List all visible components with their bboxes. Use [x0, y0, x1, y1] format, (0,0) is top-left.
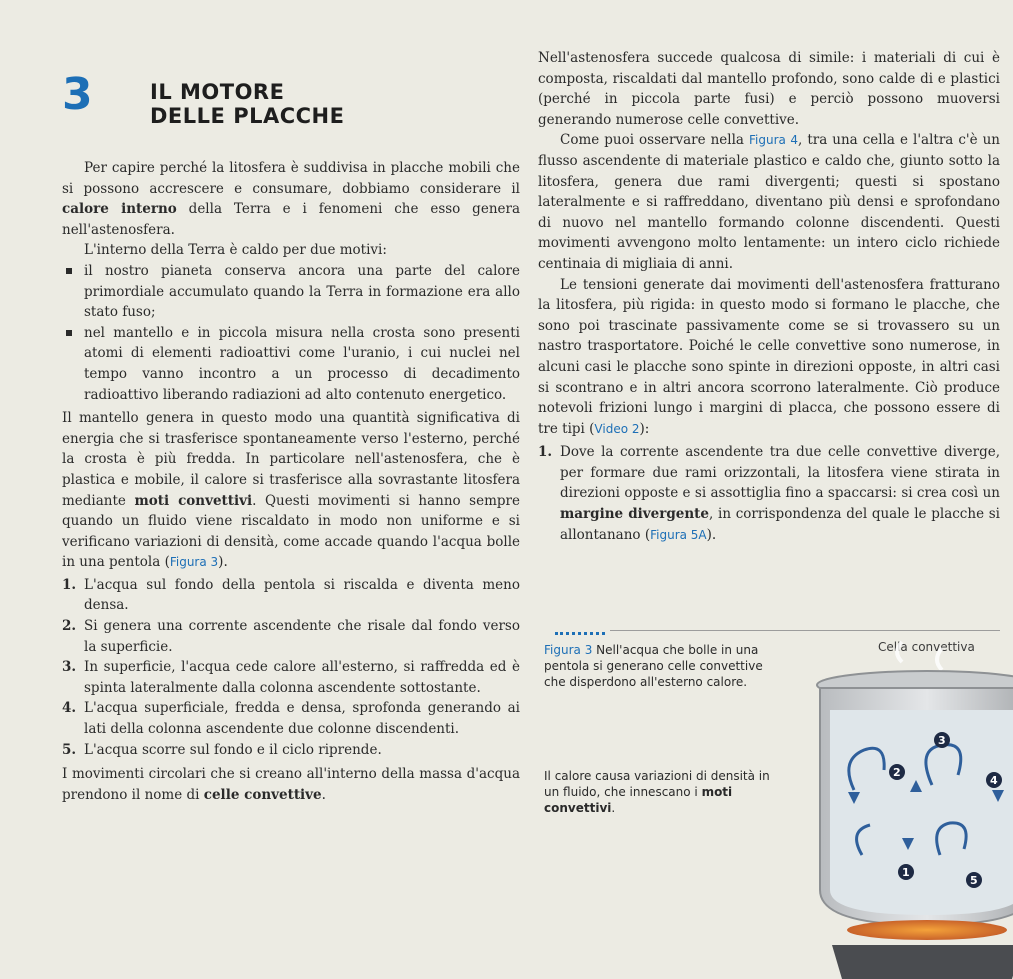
steam-wisp	[897, 642, 902, 662]
boiling-pot-illustration	[782, 640, 1013, 979]
figure-3-caption: Figura 3 Nell'acqua che bolle in una pentola si generano celle convettive che disperdono all'esterno calore.	[544, 643, 763, 689]
figure-divider-dots	[555, 628, 605, 635]
list-item: il nostro pianeta conserva ancora una parte del calore primordiale accumulato quando la Terra in formazione era allo stato fuso;	[62, 261, 520, 323]
margin-types-list	[538, 442, 1000, 545]
right-column	[538, 48, 1000, 545]
convective-cell-label: Cella convettiva	[878, 640, 975, 654]
step-marker-1: 1	[902, 866, 910, 879]
list-item: 3. In superficie, l'acqua cede calore all'esterno, si raffredda ed è spinta lateralmente dalla colonna ascendente sottostante.	[62, 659, 520, 696]
figure-divider-line	[610, 630, 1000, 631]
term-calore-interno: calore interno	[62, 201, 177, 218]
list-item: 4. L'acqua superficiale, fredda e densa, sprofonda generando ai lati della colonna ascendente due colonne discendenti.	[62, 700, 520, 738]
mantle-paragraph: Il mantello genera in questo modo una quantità significativa di energia che si trasferisce spontaneamente verso l'esterno, perché la crosta è più fredda. In particolare nell'astenosfera, che è plastica e mobile, il calore si trasferisce alla sovrastante litosfera mediante moti convettivi. Questi movimenti si hanno sempre quando un fluido viene riscaldato in modo non uniforme e si verificano variazioni di densità, come accade quando l'acqua bolle in una pentola (Figura 3).	[62, 410, 520, 571]
section-title-line2: DELLE PLACCHE	[150, 104, 345, 128]
figure-3-label: Figura 3	[544, 643, 593, 657]
step-marker-5: 5	[970, 874, 978, 887]
convection-steps	[62, 575, 520, 760]
list-item: 2. Si genera una corrente ascendente che risale dal fondo verso la superficie.	[62, 618, 520, 655]
water-body	[830, 710, 1013, 915]
figure-4-paragraph: Come puoi osservare nella Figura 4, tra una cella e l'altra c'è un flusso ascendente di materiale plastico e caldo che, giunto sotto la litosfera, genera due rami divergenti; questi si spostano lateralmente e si raffreddano, diventano più densi e sprofondano di nuovo nel mantello formando colonne discendenti. Questi movimenti avvengono molto lentamente: un intero ciclo richiede centinaia di migliaia di anni.	[538, 132, 1000, 272]
reasons-list	[62, 261, 520, 405]
list-item: nel mantello e in piccola misura nella crosta sono presenti atomi di elementi radioattivi come l'uranio, i cui nuclei nel tempo vanno incontro a un processo di decadimento radioattivo liberando radiazioni ad alto contenuto energetico.	[62, 323, 520, 405]
reasons-intro: L'interno della Terra è caldo per due motivi:	[84, 242, 387, 259]
left-column	[62, 158, 520, 805]
figure-5a-reference[interactable]: Figura 5A	[650, 527, 707, 542]
list-item: 1. Dove la corrente ascendente tra due celle convettive diverge, per formare due rami orizzontali, la litosfera viene stirata in direzioni opposte e si assottiglia fino a spaccarsi: si crea così un margine divergente, in corrispondenza del quale le placche si allontanano (Figura 5A).	[538, 444, 1000, 543]
section-title	[150, 80, 344, 128]
asthenosphere-paragraph: Nell'astenosfera succede qualcosa di simile: i materiali di cui è composta, riscaldati dal mantello profondo, sono calde di e plastici (perché in piccola parte fusi) e perciò possono muoversi generando numerose celle convettive.	[538, 50, 1000, 128]
list-item: 1. L'acqua sul fondo della pentola si riscalda e diventa meno densa.	[62, 576, 520, 614]
burner-flame	[847, 920, 1007, 940]
list-item: 5. L'acqua scorre sul fondo e il ciclo riprende.	[62, 741, 382, 758]
intro-paragraph: Per capire perché la litosfera è suddivisa in placche mobili che si possono accrescere e consumare, dobbiamo considerare il calore interno della Terra e i fenomeni che esso genera nell'astenosfera.	[62, 160, 521, 238]
figure-3-note: Il calore causa variazioni di densità in un fluido, che innescano i moti convettivi.	[544, 769, 770, 815]
conclusion-paragraph: I movimenti circolari che si creano all'interno della massa d'acqua prendono il nome di celle convettive.	[62, 766, 520, 803]
section-number: 3	[62, 69, 93, 120]
term-celle-convettive: celle convettive	[203, 786, 322, 803]
video-2-reference[interactable]: Video 2	[594, 421, 640, 436]
steam-wisp	[937, 648, 942, 670]
figure-3-reference[interactable]: Figura 3	[169, 555, 219, 570]
burner-base	[832, 945, 1013, 979]
step-marker-2: 2	[893, 766, 901, 779]
step-marker-4: 4	[990, 774, 998, 787]
tensions-paragraph: Le tensioni generate dai movimenti dell'astenosfera fratturano la litosfera, più rigida: in questo modo si formano le placche, che sono poi trascinate passivamente come se si trovassero su un nastro trasportatore. Poiché le celle convettive sono numerose, in alcuni casi le placche sono spinte in direzioni opposte, in altri casi si scontrano e in altri ancora scorrono lateralmente. Ciò produce notevoli frizioni lungo i margini di placca, che possono essere di tre tipi (Video 2):	[538, 276, 1000, 437]
term-moti-convettivi: moti convettivi	[134, 492, 253, 509]
figure-4-reference[interactable]: Figura 4	[749, 133, 799, 148]
term-margine-divergente: margine divergente	[560, 506, 710, 523]
step-marker-3: 3	[938, 734, 946, 747]
section-title-line1: IL MOTORE	[150, 80, 285, 104]
